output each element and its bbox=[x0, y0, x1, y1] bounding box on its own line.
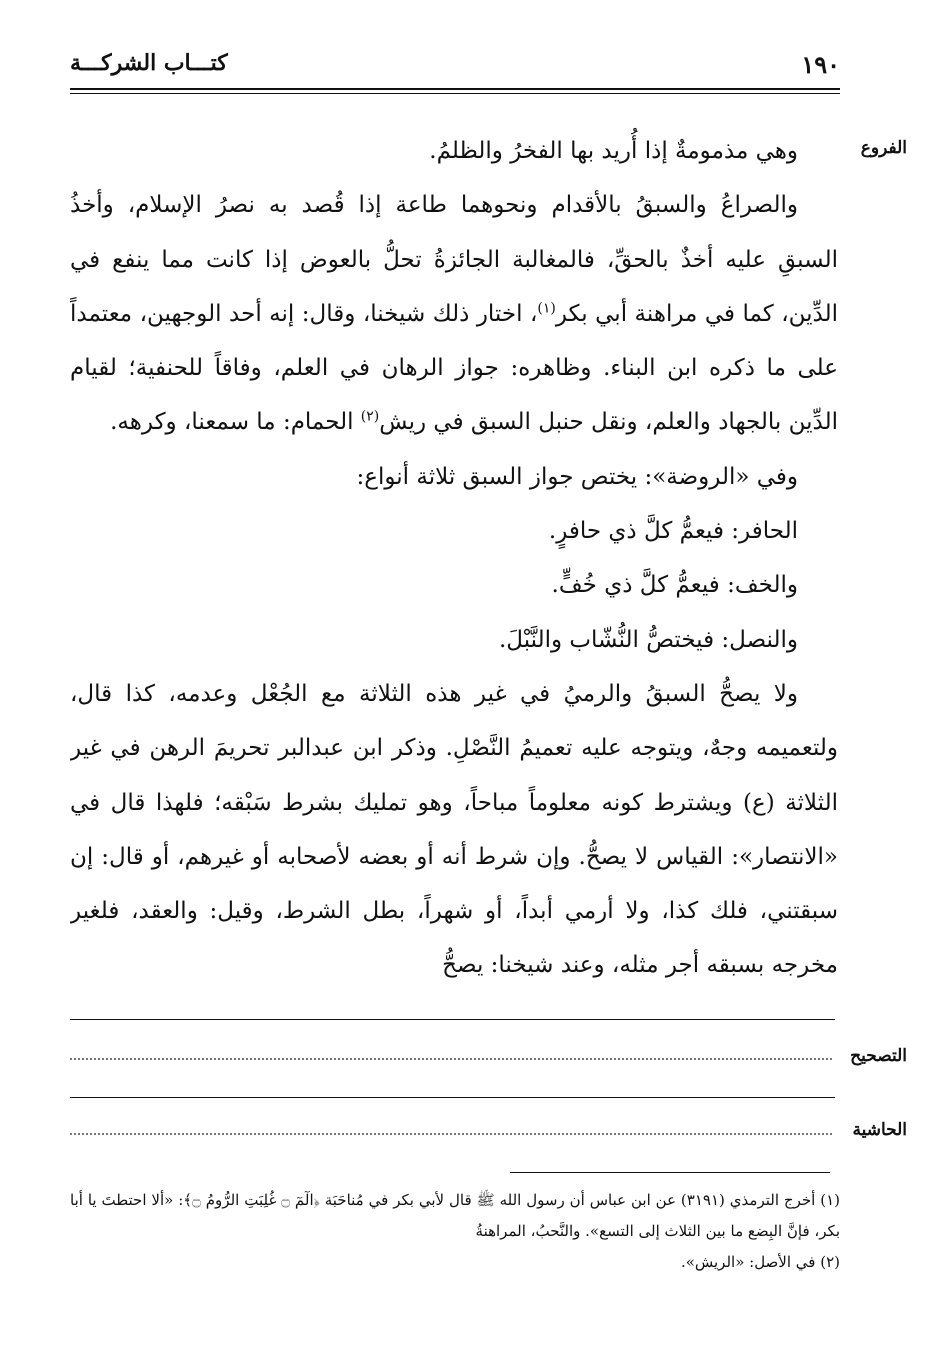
paragraph: وفي «الروضة»: يختص جواز السبق ثلاثة أنواع: bbox=[356, 463, 798, 490]
section-divider bbox=[70, 1097, 835, 1098]
branches-label: الفروع bbox=[860, 138, 907, 158]
footnote-rule bbox=[510, 1172, 830, 1173]
paragraph: وهي مذمومةٌ إذا أُريد بها الفخرُ والظلمُ. bbox=[429, 138, 798, 164]
commentary-label: الحاشية bbox=[852, 1120, 907, 1140]
book-title: كتـــاب الشركـــة bbox=[70, 50, 228, 76]
commentary-dotted-line bbox=[70, 1133, 832, 1135]
footnote-ref: (٢) bbox=[360, 408, 380, 425]
correction-label: التصحيح bbox=[850, 1046, 907, 1066]
list-item: والخف: فيعمُّ كلَّ ذي خُفٍّ. bbox=[551, 572, 798, 599]
list-item: والنصل: فيختصُّ النُّشّاب والنَّبْلَ. bbox=[498, 626, 798, 653]
page-number: ١٩٠ bbox=[801, 50, 840, 79]
paragraph-part: ، اختار ذلك شيخنا، وقال: إنه أحد الوجهين، معتمداً على ما ذكره ابن البناء. وظاهره: جواز الرهان في العلم، وفاقاً للحنفية؛ لقيام الدِّين بالجهاد والعلم، ونقل حنبل السبق في ريش bbox=[70, 300, 838, 436]
paragraph: ولا يصحُّ السبقُ والرميُ في غير هذه الثلاثة مع الجُعْل وعدمه، كذا قال، ولتعميمه وجهٌ، ويتوجه عليه تعميمُ النَّصْلِ. وذكر ابن عبدالبر تحريمَ الرهن في غير الثلاثة (ع) ويشترط كونه معلوماً مباحاً، وهو تمليك بشرط سَبْقه؛ فلهذا قال في «الانتصار»: القياس لا يصحُّ. وإن شرط أنه أو بعضه لأصحابه أو غيرهم، أو قال: إن سبقتني، فلك كذا، ولا أرمي أبداً، أو شهراً، بطل الشرط، وقيل: والعقد، فلغير مخرجه بسبقه أجر مثله، وعند شيخنا: يصحُّ bbox=[70, 680, 838, 979]
paragraph bbox=[70, 178, 838, 449]
footnote-ref: (١) bbox=[537, 300, 556, 317]
main-text bbox=[70, 124, 838, 1014]
footnote: (٢) في الأصل: «الريش». bbox=[680, 1253, 840, 1271]
section-divider bbox=[70, 1019, 835, 1020]
correction-dotted-line bbox=[70, 1058, 832, 1060]
header-rule bbox=[70, 88, 840, 90]
footnotes bbox=[70, 1185, 840, 1278]
list-item: الحافر: فيعمُّ كلَّ ذي حافرٍ. bbox=[548, 518, 798, 545]
running-header bbox=[70, 50, 840, 86]
paragraph-part: والصراعُ والسبقُ بالأقدام ونحوهما طاعة إذا قُصد به نصرُ الإسلام، وأخذُ السبقِ عليه أخذٌ بالحقِّ، فالمغالبة الجائزةُ تحلُّ بالعوض إذا كانت مما ينفع في الدِّين، كما في مراهنة أبي بكر bbox=[70, 192, 838, 327]
footnote: (١) أخرج الترمذي (٣١٩١) عن ابن عباس أن رسول الله ﷺ قال لأبي بكر في مُناحَبَة ﴿الٓمٓ ۝ غُلِبَتِ الرُّومُ ۝﴾: «ألا احتطتَ يا أبا بكر، فإنَّ البِضع ما بين الثلاث إلى التسع». والنَّحبُ، المراهنةُ bbox=[70, 1191, 840, 1240]
paragraph-part: الحمام: ما سمعنا، وكرهه. bbox=[110, 409, 361, 436]
